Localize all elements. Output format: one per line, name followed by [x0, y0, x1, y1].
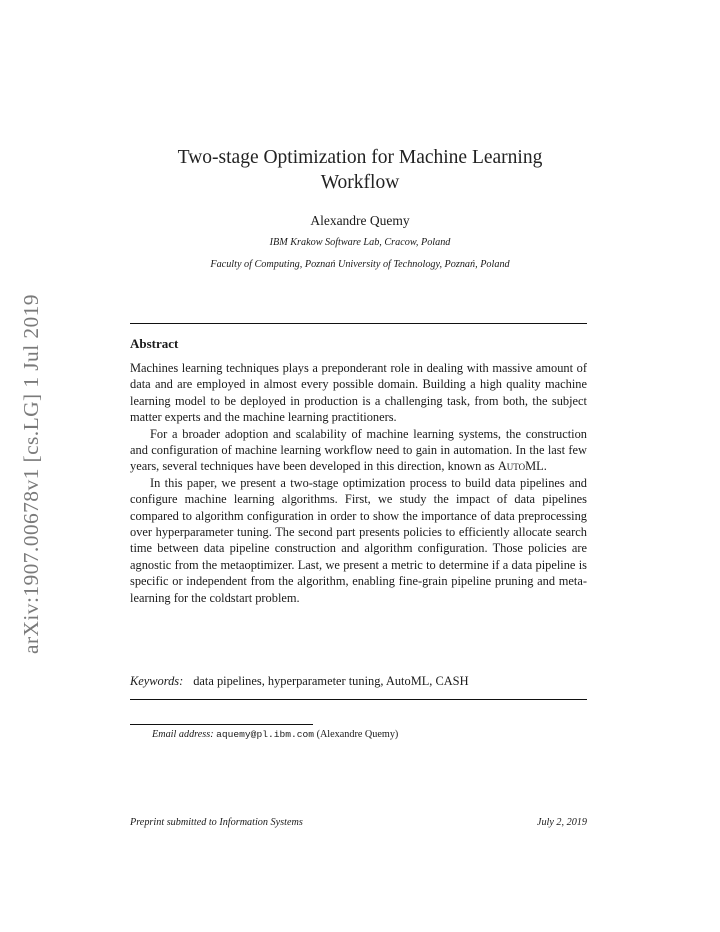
abstract-top-rule	[130, 323, 587, 324]
abstract-bottom-rule	[130, 699, 587, 700]
abstract-heading: Abstract	[130, 336, 179, 351]
footnote-rule	[130, 724, 313, 725]
arxiv-identifier: arXiv:1907.00678v1 [cs.LG] 1 Jul 2019	[19, 294, 43, 654]
abstract-p2-end: .	[543, 459, 547, 474]
automl-term: AutoML	[497, 459, 544, 474]
keywords-text: data pipelines, hyperparameter tuning, AutoML, CASH	[193, 674, 469, 688]
footer-date: July 2, 2019	[536, 817, 587, 828]
abstract-body	[130, 360, 587, 606]
footnote-email	[152, 729, 398, 740]
abstract-paragraph-1: Machines learning techniques plays a preponderant role in dealing with massive amount of data and are employed in almost every possible domain. Building a high quality machine learning model to be deployed in production is a challenging task, from both, the subject matter experts and the machine learning practitioners.	[130, 361, 587, 425]
affiliation-1: IBM Krakow Software Lab, Cracow, Poland	[269, 237, 451, 248]
paper-title: Two-stage Optimization for Machine Learning Workflow	[177, 147, 543, 193]
author-name: Alexandre Quemy	[310, 213, 410, 228]
email-address[interactable]: aquemy@pl.ibm.com	[216, 729, 315, 740]
abstract-p2-text: For a broader adoption and scalability of machine learning systems, the construction and configuration of machine learning workflow need to gain in automation. In the last few years, several techniques have been developed in this direction, known as	[130, 426, 587, 474]
footer-journal: Preprint submitted to Information Systems	[130, 817, 303, 828]
keywords-label: Keywords:	[130, 674, 184, 688]
page-footer	[130, 817, 587, 828]
abstract-paragraph-3: In this paper, we present a two-stage optimization process to build data pipelines and configure machine learning algorithms. First, we study the impact of data pipelines compared to algorithm configuration in order to show the importance of data preprocessing over hyperparameter tuning. The second part presents policies to efficiently allocate search time between data pipeline construction and algorithm configuration. Those policies are agnostic from the metaoptimizer. Last, we present a metric to determine if a data pipeline is specific or independent from the algorithm, enabling fine-grain pipeline pruning and meta-learning for the coldstart problem.	[130, 475, 587, 605]
email-owner: (Alexandre Quemy)	[316, 729, 399, 740]
email-label: Email address:	[152, 729, 214, 740]
keywords-line	[130, 674, 587, 689]
affiliation-2: Faculty of Computing, Poznań University of Technology, Poznań, Poland	[210, 259, 510, 270]
abstract-paragraph-2	[130, 426, 587, 475]
